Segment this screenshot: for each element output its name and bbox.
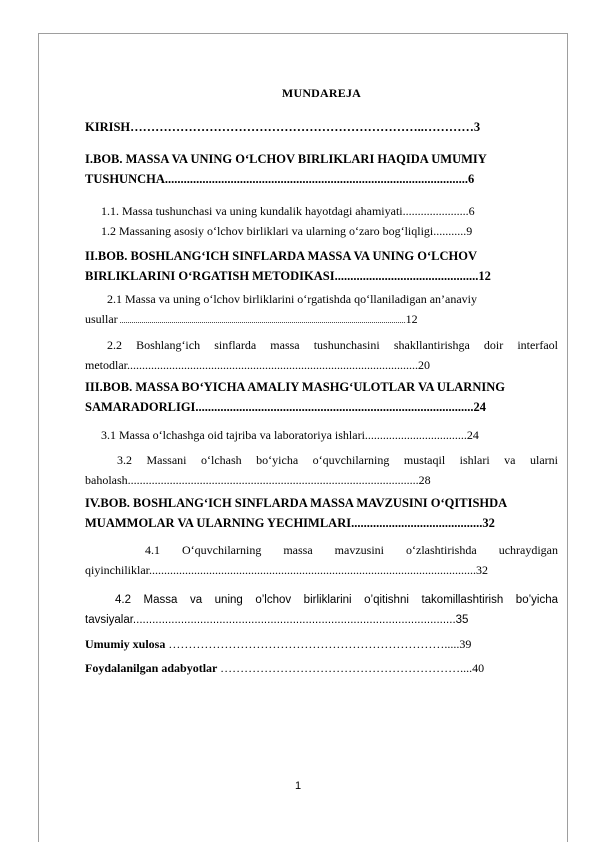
toc-entry-chapter-2: II.BOB. BOSHLANG‘ICH SINFLARDA MASSA VA UNING O‘LCHOV BIRLIKLARINI O‘RGATISH METODIKASI..............................................12 [85,249,491,283]
toc-entry-3-1: 3.1 Massa o‘lchashga oid tajriba va laboratoriya ishlari..................................24 [101,428,479,442]
toc-entry-2-1-page: 12 [405,312,418,326]
toc-entry-2-2: 2.2 Boshlang‘ich sinflarda massa tushunchasini shakllantirishga doir interfaol metodlar.................................................................................................20 [85,338,558,372]
toc-entry-references-leader: ……………………………………………………....40 [220,661,485,675]
toc-entry-conclusion-leader: …………………………………………………………….....39 [168,637,472,651]
toc-entry-1-2: 1.2 Massaning asosiy o‘lchov birliklari va ularning o‘zaro bog‘liqligi...........9 [101,224,473,238]
page-number: 1 [294,780,302,792]
toc-entry-conclusion-label: Umumiy xulosa [85,637,169,651]
toc-entry-2-1 [85,289,558,331]
toc-entry-3-2: 3.2 Massani o‘lchash bo‘yicha o‘quvchilarning mustaqil ishlari va ularni baholash.................................................................................................28 [85,453,558,487]
page-title: MUNDAREJA [281,86,362,100]
toc-entry-2-1-line2 [85,309,558,331]
toc-entry-chapter-1: I.BOB. MASSA VA UNING O‘LCHOV BIRLIKLARI HAQIDA UMUMIY TUSHUNCHA.................................................................................................6 [85,152,487,186]
toc-entry-kirish: KIRISH……………………………………………………………..…………3 [85,120,481,134]
toc-entry-chapter-3: III.BOB. MASSA BO‘YICHA AMALIY MASHG‘ULOTLAR VA ULARNING SAMARADORLIGI.........................................................................................24 [85,380,505,414]
toc-entry-conclusion [85,634,558,654]
toc-entry-2-1-line1: 2.1 Massa va uning o‘lchov birliklarini o‘rgatishda qo‘llaniladigan an’anaviy [107,292,478,306]
toc-entry-4-2: 4.2 Massa va uning o’lchov birliklarini o’qitishni takomillashtirish bo’yicha tavsiyalar.....................................................................................................35 [85,594,558,626]
toc-entry-4-1: 4.1 O‘quvchilarning massa mavzusini o‘zlashtirishda uchraydigan qiyinchiliklar.............................................................................................................32 [85,543,558,577]
toc-entry-references [85,658,558,678]
toc-entry-1-1: 1.1. Massa tushunchasi va uning kundalik hayotdagi ahamiyati......................6 [101,204,475,218]
toc-entry-references-label: Foydalanilgan adabyotlar [85,661,221,675]
toc-entry-2-1-label: usullar [85,312,118,326]
toc-entry-2-1-leader: ............................................................................................................................................... [117,316,406,325]
toc-entry-chapter-4: IV.BOB. BOSHLANG‘ICH SINFLARDA MASSA MAVZUSINI O‘QITISHDA MUAMMOLAR VA ULARNING YECHIMLARI..........................................32 [85,496,507,530]
